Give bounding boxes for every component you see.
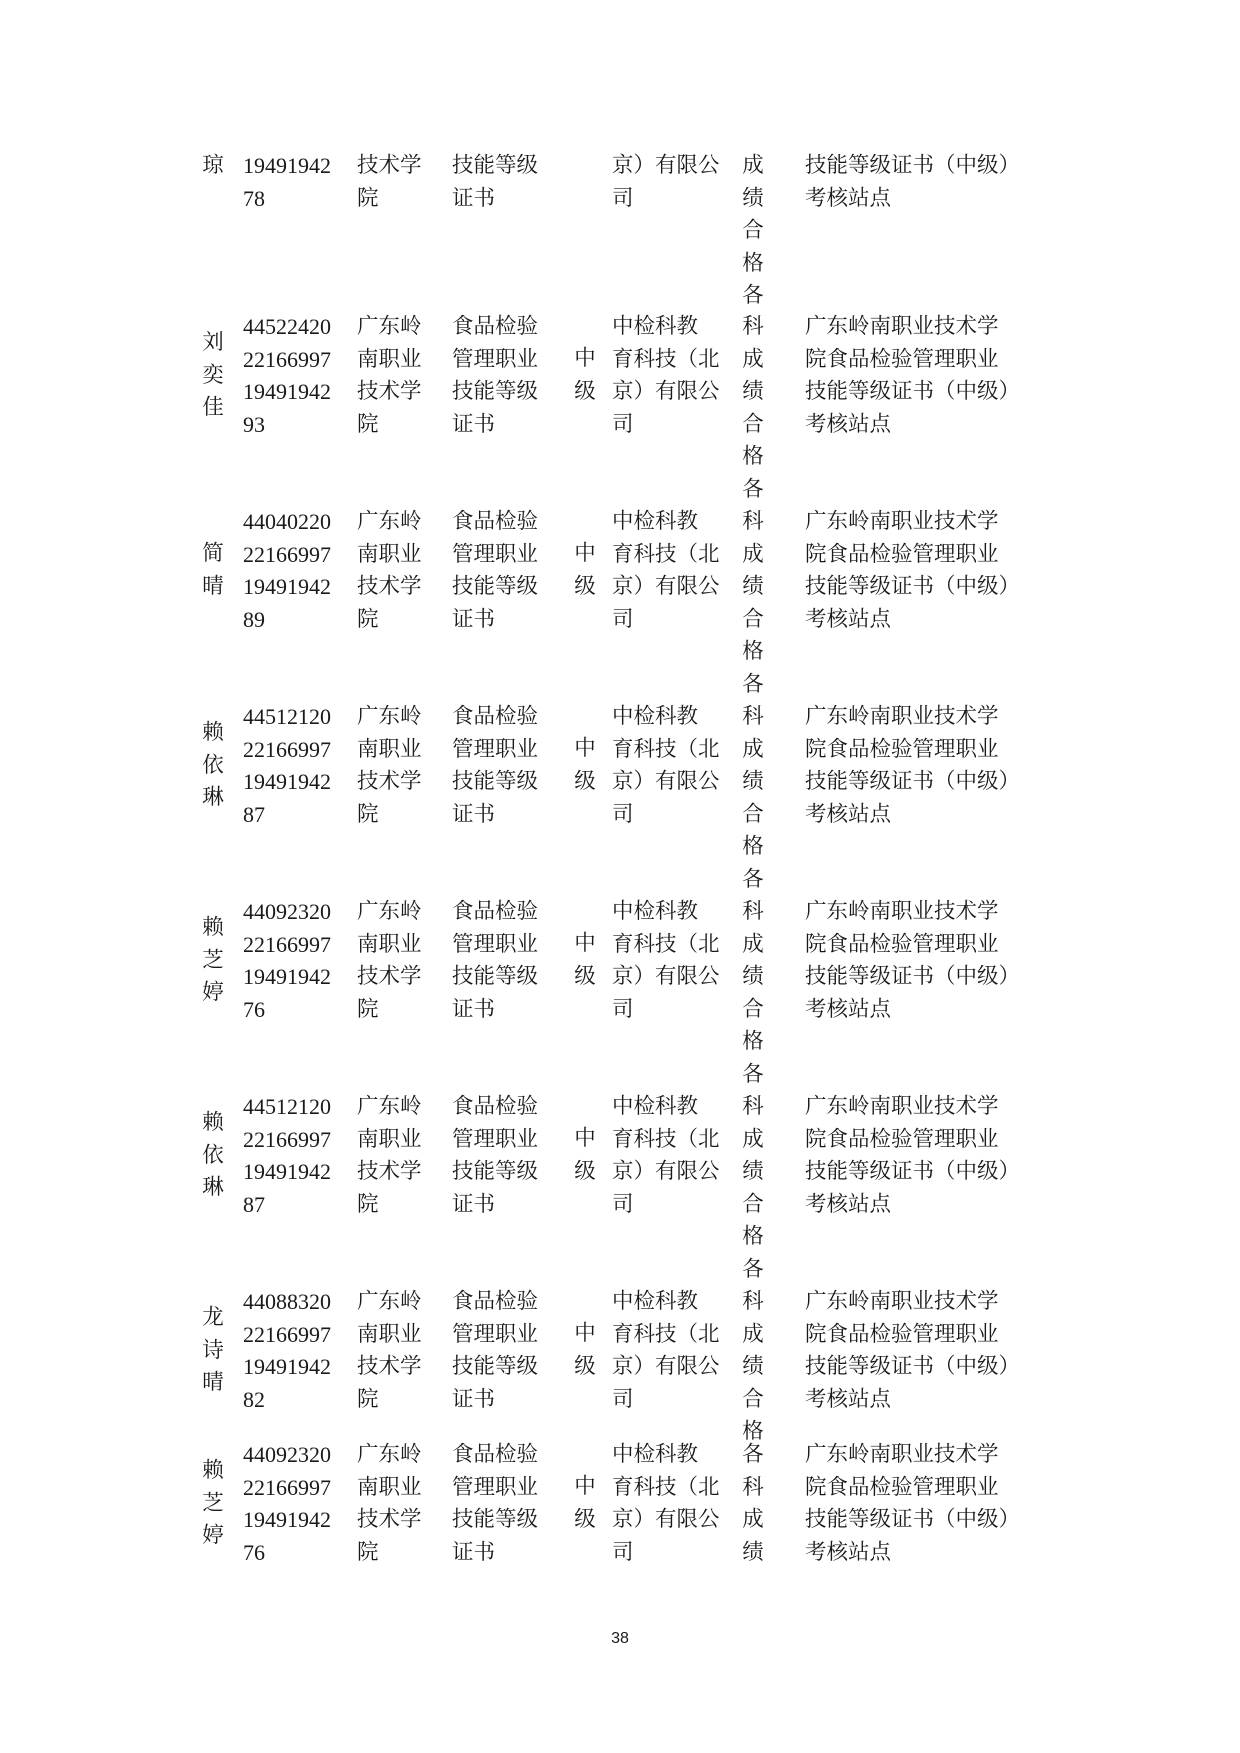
row-5-exam-site: 广东岭南职业技术学 院食品检验管理职业 技能等级证书（中级） 考核站点 xyxy=(805,1094,1021,1217)
row-6-school: 广东岭 南职业 技术学 院 xyxy=(357,1289,422,1412)
row-6-certificate: 食品检验 管理职业 技能等级 证书 xyxy=(452,1289,539,1412)
row-6-result: 科 成 绩 合 格 xyxy=(742,1289,764,1444)
row-4-school: 广东岭 南职业 技术学 院 xyxy=(357,899,422,1022)
row-2-organization: 中检科教 育科技（北 京）有限公 司 xyxy=(612,509,720,632)
row-6-id-number: 44088320 22166997 19491942 82 xyxy=(243,1289,331,1412)
row-2-certificate: 食品检验 管理职业 技能等级 证书 xyxy=(452,509,539,632)
row-4-organization: 中检科教 育科技（北 京）有限公 司 xyxy=(612,899,720,1022)
row-6-level: 中 级 xyxy=(574,1321,596,1379)
row-2-level: 中 级 xyxy=(574,541,596,599)
row-1-result: 科 成 绩 合 格 各 xyxy=(742,314,764,502)
row-7-exam-site: 广东岭南职业技术学 院食品检验管理职业 技能等级证书（中级） 考核站点 xyxy=(805,1442,1021,1565)
row-0-result: 成 绩 合 格 各 xyxy=(742,153,764,308)
row-1-organization: 中检科教 育科技（北 京）有限公 司 xyxy=(612,314,720,437)
row-6-name: 龙 诗 晴 xyxy=(202,1305,224,1395)
row-0-exam-site: 技能等级证书（中级） 考核站点 xyxy=(805,153,1021,211)
row-2-id-number: 44040220 22166997 19491942 89 xyxy=(243,509,331,632)
row-5-id-number: 44512120 22166997 19491942 87 xyxy=(243,1094,331,1217)
row-1-certificate: 食品检验 管理职业 技能等级 证书 xyxy=(452,314,539,437)
row-3-organization: 中检科教 育科技（北 京）有限公 司 xyxy=(612,704,720,827)
row-4-name: 赖 芝 婷 xyxy=(202,915,224,1005)
row-3-exam-site: 广东岭南职业技术学 院食品检验管理职业 技能等级证书（中级） 考核站点 xyxy=(805,704,1021,827)
row-7-result: 各 科 成 绩 xyxy=(742,1442,764,1565)
row-4-certificate: 食品检验 管理职业 技能等级 证书 xyxy=(452,899,539,1022)
row-6-exam-site: 广东岭南职业技术学 院食品检验管理职业 技能等级证书（中级） 考核站点 xyxy=(805,1289,1021,1412)
row-2-school: 广东岭 南职业 技术学 院 xyxy=(357,509,422,632)
row-3-name: 赖 依 琳 xyxy=(202,720,224,810)
row-7-school: 广东岭 南职业 技术学 院 xyxy=(357,1442,422,1565)
row-5-organization: 中检科教 育科技（北 京）有限公 司 xyxy=(612,1094,720,1217)
page-number: 38 xyxy=(611,1630,629,1647)
row-0-name: 琼 xyxy=(202,153,224,178)
row-4-id-number: 44092320 22166997 19491942 76 xyxy=(243,899,331,1022)
row-5-name: 赖 依 琳 xyxy=(202,1110,224,1200)
row-1-school: 广东岭 南职业 技术学 院 xyxy=(357,314,422,437)
row-0-id-number: 19491942 78 xyxy=(243,153,331,211)
row-7-certificate: 食品检验 管理职业 技能等级 证书 xyxy=(452,1442,539,1565)
row-2-result: 科 成 绩 合 格 各 xyxy=(742,509,764,697)
row-4-result: 科 成 绩 合 格 各 xyxy=(742,899,764,1087)
row-7-name: 赖 芝 婷 xyxy=(202,1458,224,1548)
row-3-school: 广东岭 南职业 技术学 院 xyxy=(357,704,422,827)
row-0-school: 技术学 院 xyxy=(357,153,422,211)
row-1-name: 刘 奕 佳 xyxy=(202,330,224,420)
row-5-result: 科 成 绩 合 格 各 xyxy=(742,1094,764,1282)
row-7-id-number: 44092320 22166997 19491942 76 xyxy=(243,1442,331,1565)
row-0-certificate: 技能等级 证书 xyxy=(452,153,539,211)
row-1-level: 中 级 xyxy=(574,346,596,404)
row-3-certificate: 食品检验 管理职业 技能等级 证书 xyxy=(452,704,539,827)
row-3-level: 中 级 xyxy=(574,736,596,794)
row-7-level: 中 级 xyxy=(574,1474,596,1532)
row-5-school: 广东岭 南职业 技术学 院 xyxy=(357,1094,422,1217)
row-5-certificate: 食品检验 管理职业 技能等级 证书 xyxy=(452,1094,539,1217)
row-2-exam-site: 广东岭南职业技术学 院食品检验管理职业 技能等级证书（中级） 考核站点 xyxy=(805,509,1021,632)
row-3-id-number: 44512120 22166997 19491942 87 xyxy=(243,704,331,827)
row-4-exam-site: 广东岭南职业技术学 院食品检验管理职业 技能等级证书（中级） 考核站点 xyxy=(805,899,1021,1022)
row-2-name: 简 晴 xyxy=(202,541,224,599)
row-6-organization: 中检科教 育科技（北 京）有限公 司 xyxy=(612,1289,720,1412)
row-4-level: 中 级 xyxy=(574,931,596,989)
row-1-id-number: 44522420 22166997 19491942 93 xyxy=(243,314,331,437)
row-7-organization: 中检科教 育科技（北 京）有限公 司 xyxy=(612,1442,720,1565)
row-1-exam-site: 广东岭南职业技术学 院食品检验管理职业 技能等级证书（中级） 考核站点 xyxy=(805,314,1021,437)
row-0-organization: 京）有限公 司 xyxy=(612,153,720,211)
row-5-level: 中 级 xyxy=(574,1126,596,1184)
row-3-result: 科 成 绩 合 格 各 xyxy=(742,704,764,892)
